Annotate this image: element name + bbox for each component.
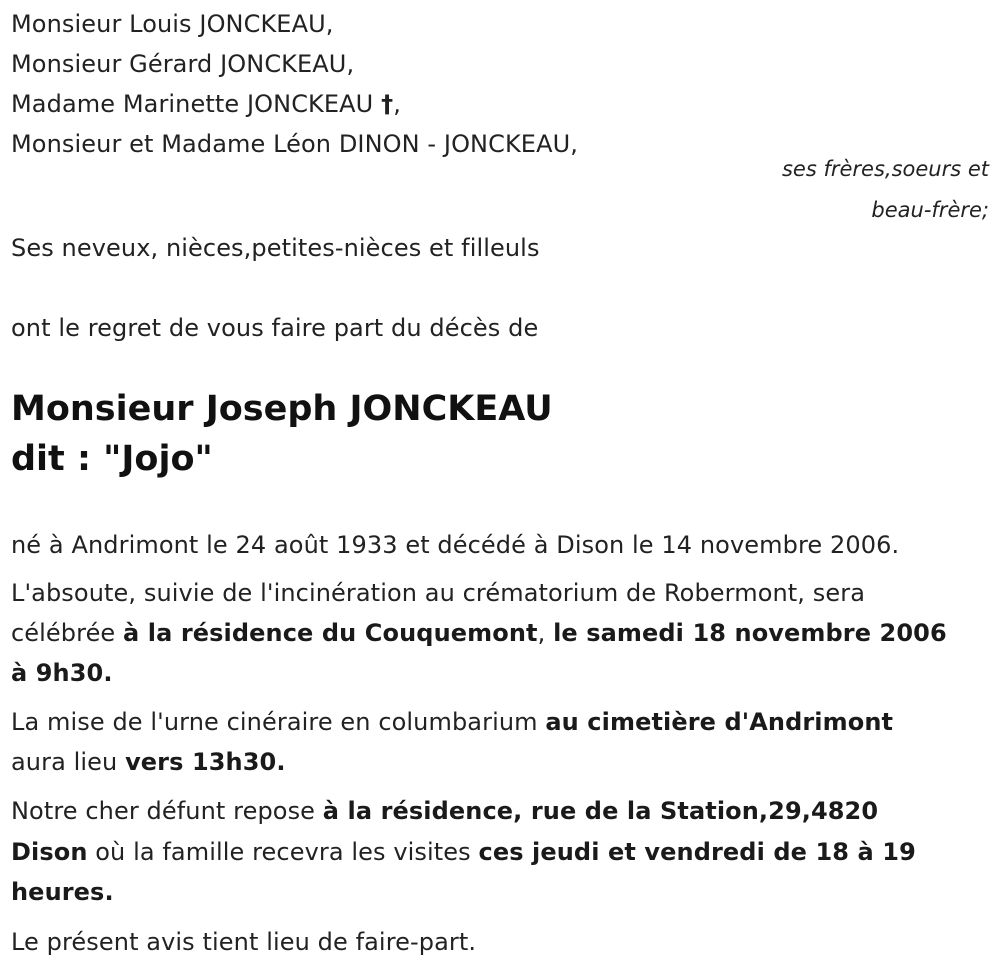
marinette-suffix: ,	[393, 90, 401, 118]
closing-line: Le présent avis tient lieu de faire-part.	[11, 928, 477, 956]
ceremony-text: célébrée	[11, 619, 124, 647]
relation-label-line1: ses frères,soeurs et	[781, 157, 989, 181]
ceremony-time: à 9h30.	[11, 659, 113, 687]
family-member-louis: Monsieur Louis JONCKEAU,	[11, 10, 334, 38]
cross-icon: †	[381, 90, 394, 118]
rest-city: Dison	[11, 838, 88, 866]
urn-time: vers 13h30.	[125, 748, 286, 776]
family-member-gerard: Monsieur Gérard JONCKEAU,	[11, 50, 355, 78]
ceremony-separator: ,	[537, 619, 554, 647]
visit-times: ces jeudi et vendredi de 18 à 19	[478, 838, 916, 866]
rest-text-2: où la famille recevra les visites	[87, 838, 479, 866]
relatives-line: Ses neveux, nièces,petites-nièces et filleuls	[11, 234, 540, 262]
family-member-marinette	[11, 89, 401, 119]
urn-location: au cimetière d'Andrimont	[545, 708, 894, 736]
marinette-name: Madame Marinette JONCKEAU	[11, 90, 374, 118]
rest-address: à la résidence, rue de la Station,29,4820	[322, 797, 879, 825]
rest-line3	[11, 877, 114, 907]
relation-label-line2: beau-frère;	[871, 198, 989, 222]
ceremony-location: à la résidence du Couquemont	[123, 619, 538, 647]
family-member-dinon: Monsieur et Madame Léon DINON - JONCKEAU,	[11, 130, 578, 158]
urn-line1	[11, 707, 893, 737]
urn-text-2: aura lieu	[11, 748, 126, 776]
rest-line1	[11, 796, 878, 826]
ceremony-date: le samedi 18 novembre 2006	[553, 619, 947, 647]
urn-text: La mise de l'urne cinéraire en columbarium	[11, 708, 546, 736]
ceremony-line1: L'absoute, suivie de l'incinération au crématorium de Robermont, sera	[11, 579, 866, 607]
rest-line2	[11, 837, 916, 867]
ceremony-line3	[11, 658, 113, 688]
visit-hours: heures.	[11, 878, 114, 906]
birth-death-line: né à Andrimont le 24 août 1933 et décédé à Dison le 14 novembre 2006.	[11, 531, 900, 559]
rest-text: Notre cher défunt repose	[11, 797, 323, 825]
announcement-line: ont le regret de vous faire part du décès de	[11, 314, 539, 342]
deceased-nickname: dit : "Jojo"	[11, 439, 213, 479]
ceremony-line2	[11, 618, 947, 648]
urn-line2	[11, 747, 286, 777]
deceased-name: Monsieur Joseph JONCKEAU	[11, 389, 553, 429]
